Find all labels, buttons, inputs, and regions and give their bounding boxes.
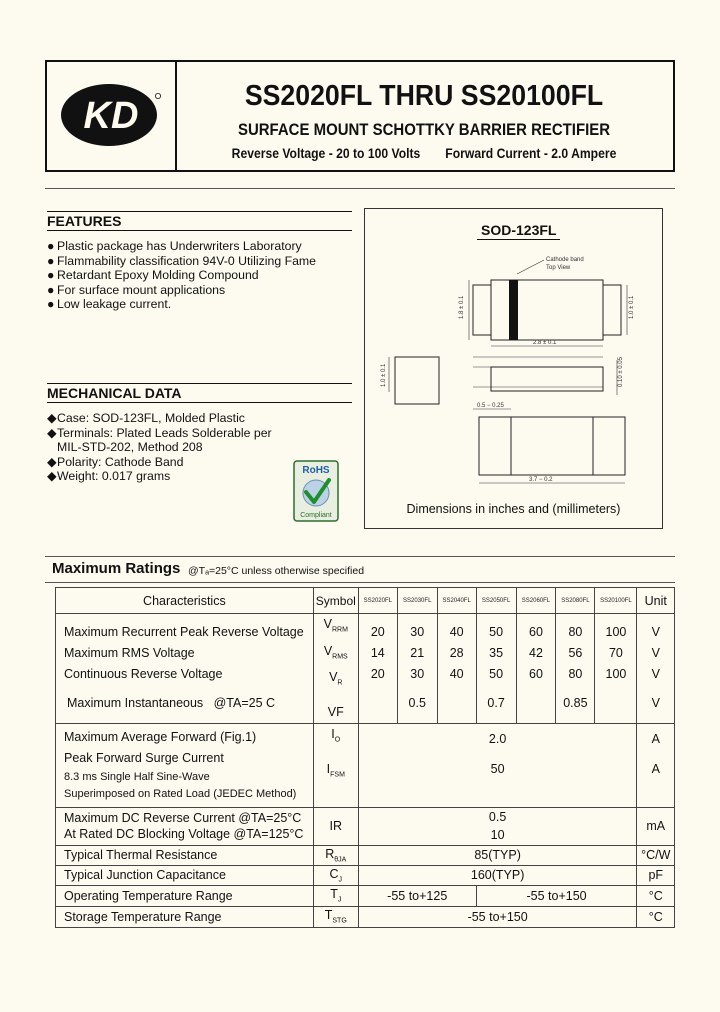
page-title: SS2020FL THRU SS20100FL — [244, 80, 604, 112]
dim-overall: 3.7 − 0.2 — [529, 477, 553, 483]
max-ratings-title: Maximum Ratings — [52, 560, 181, 577]
list-item: ● Flammability classification 94V-0 Utilizing Fame — [47, 253, 317, 268]
header-symbol: Symbol — [313, 588, 358, 614]
tj-symbol: $T_J$ — [313, 885, 358, 906]
mechanical-title: MECHANICAL DATA — [47, 383, 352, 402]
header-part: SS2040FL — [437, 588, 476, 614]
cj-symbol: $C_J$ — [313, 865, 358, 885]
features-list — [47, 239, 352, 312]
table-row-reverse-current — [56, 807, 675, 845]
header-unit: Unit — [637, 588, 675, 614]
header-part: SS2060FL — [516, 588, 556, 614]
list-item: ● Low leakage current. — [47, 297, 172, 311]
rohs-sub: Compliant — [300, 512, 332, 519]
tj-value-high: -55 to+150 — [476, 885, 637, 906]
logo-cell — [47, 62, 177, 170]
package-outline-box — [364, 208, 663, 529]
kd-logo — [59, 82, 163, 148]
dimension-note: Dimensions in inches and (millimeters) — [406, 502, 621, 516]
rohs-badge-icon — [293, 460, 339, 522]
rating-summary — [200, 146, 648, 161]
dim-height: 1.0 ± 0.1 — [381, 363, 387, 387]
ratings-top-rule — [45, 556, 675, 557]
header-divider — [45, 188, 675, 189]
list-item: ◆Polarity: Cathode Band — [47, 454, 184, 469]
dim-length: 2.8 ± 0.1 — [533, 340, 557, 346]
header-part: SS2030FL — [397, 588, 437, 614]
table-row-voltages — [56, 614, 675, 724]
ratings-bottom-rule — [45, 582, 675, 583]
features-rule — [47, 230, 352, 231]
table-cell: 60 42 60 — [516, 614, 556, 724]
rth-value: 85(TYP) — [358, 845, 637, 865]
cj-value: 160(TYP) — [358, 865, 637, 885]
tstg-label: Storage Temperature Range — [56, 906, 314, 927]
cj-label: Typical Junction Capacitance — [56, 865, 314, 885]
list-item: ◆Weight: 0.017 grams — [47, 469, 171, 483]
list-item: ● Retardant Epoxy Molding Compound — [47, 268, 259, 282]
table-row-currents — [56, 723, 675, 807]
forward-current-summary: Forward Current - 2.0 Ampere — [445, 146, 617, 161]
logo-text: KD — [83, 95, 139, 137]
dim-lead-len: 0.5 − 0.25 — [477, 403, 504, 409]
voltage-symbols: $V_{RRM}$ $V_{RMS}$ $V_R$ VF — [313, 614, 358, 724]
table-row-thermal — [56, 845, 675, 865]
table-cell: 40 28 40 — [437, 614, 476, 724]
cj-unit: pF — [637, 865, 675, 885]
max-ratings-table — [55, 587, 675, 928]
list-item: ● Plastic package has Underwriters Laboratory — [47, 239, 302, 253]
ir-labels: Maximum DC Reverse Current @TA=25°C At Rated DC Blocking Voltage @TA=125°C — [56, 807, 314, 845]
tj-value-low: -55 to+125 — [358, 885, 476, 906]
table-cell: 100 70 100 — [595, 614, 637, 724]
ir-values: 0.5 10 — [358, 807, 637, 845]
header-part: SS2020FL — [358, 588, 397, 614]
rth-unit: °C/W — [637, 845, 675, 865]
max-ratings-condition: @Tₐ=25°C unless otherwise specified — [188, 565, 365, 577]
table-row-capacitance — [56, 865, 675, 885]
list-item: ◆Terminals: Plated Leads Solderable per — [47, 425, 272, 440]
header-characteristics: Characteristics — [56, 588, 314, 614]
header-text-area — [175, 62, 673, 170]
current-labels: Maximum Average Forward (Fig.1) Peak Forward Surge Current 8.3 ms Single Half Sine-Wave Superimposed on Rated Load (JEDEC Method) — [56, 723, 314, 807]
dim-lead-width: 1.0 ± 0.1 — [629, 295, 635, 319]
dim-thickness: 0.10 ± 0.05 — [618, 357, 624, 387]
tj-unit: °C — [637, 885, 675, 906]
header-part: SS2080FL — [556, 588, 595, 614]
table-row-storage-temp — [56, 906, 675, 927]
ir-symbol: IR — [313, 807, 358, 845]
table-cell: 30 21 30 0.5 — [397, 614, 437, 724]
table-cell: 20 14 20 — [358, 614, 397, 724]
tj-label: Operating Temperature Range — [56, 885, 314, 906]
header-part: SS20100FL — [595, 588, 637, 614]
dim-width: 1.8 ± 0.1 — [459, 295, 465, 319]
ir-unit: mA — [637, 807, 675, 845]
table-cell: 50 35 50 0.7 — [476, 614, 516, 724]
table-row-operating-temp — [56, 885, 675, 906]
header-box — [45, 60, 675, 172]
rth-symbol: $R_{\theta JA}$ — [313, 845, 358, 865]
features-title: FEATURES — [47, 211, 352, 230]
mechanical-rule — [47, 402, 352, 403]
rohs-title: RoHS — [302, 465, 330, 476]
page-subtitle: SURFACE MOUNT SCHOTTKY BARRIER RECTIFIER — [237, 120, 611, 139]
cathode-band-label: Cathode band — [546, 257, 584, 263]
tstg-value: -55 to+150 — [358, 906, 637, 927]
current-values: 2.0 50 — [358, 723, 637, 807]
package-title: SOD-123FL — [477, 222, 560, 240]
table-header-row — [56, 588, 675, 614]
header-part: SS2050FL — [476, 588, 516, 614]
voltage-units: V V V V — [637, 614, 675, 724]
rth-label: Typical Thermal Resistance — [56, 845, 314, 865]
package-dimension-drawing — [365, 247, 662, 497]
current-units: A A — [637, 723, 675, 807]
table-cell: 80 56 80 0.85 — [556, 614, 595, 724]
tstg-unit: °C — [637, 906, 675, 927]
features-section — [47, 211, 352, 312]
voltage-labels: Maximum Recurrent Peak Reverse Voltage Maximum RMS Voltage Continuous Reverse Voltage Maximum Instantaneous @TA=25 C — [56, 614, 314, 724]
list-item: ● For surface mount applications — [47, 282, 226, 297]
reverse-voltage-summary: Reverse Voltage - 20 to 100 Volts — [231, 146, 421, 161]
tstg-symbol: $T_{STG}$ — [313, 906, 358, 927]
list-item: MIL-STD-202, Method 208 — [57, 440, 203, 454]
list-item: ◆Case: SOD-123FL, Molded Plastic — [47, 411, 245, 425]
top-view-label: Top View — [546, 265, 571, 271]
current-symbols: $I_O$ $I_{FSM}$ — [313, 723, 358, 807]
